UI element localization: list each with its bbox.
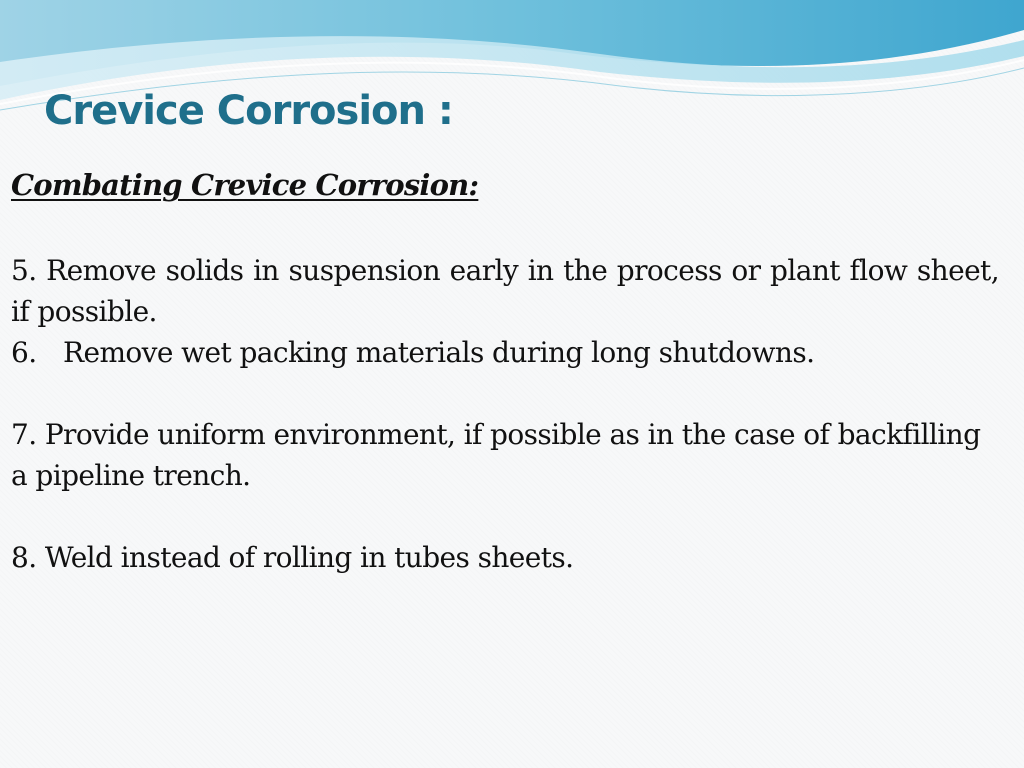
list-item <box>11 332 999 373</box>
content-body <box>11 250 999 578</box>
list-item: 7. Provide uniform environment, if possible as in the case of backfilling a pipeline trench. <box>11 418 981 492</box>
slide-title: Crevice Corrosion : <box>44 88 453 134</box>
section-subtitle: Combating Crevice Corrosion: <box>11 168 479 202</box>
list-item-number: 6. <box>11 336 37 369</box>
list-item: 5. Remove solids in suspension early in the process or plant flow sheet, if possible. <box>11 254 999 328</box>
spacer <box>11 496 999 537</box>
list-item-text: Remove wet packing materials during long shutdowns. <box>63 336 815 369</box>
spacer <box>11 373 999 414</box>
list-item: 8. Weld instead of rolling in tubes sheets. <box>11 541 574 574</box>
